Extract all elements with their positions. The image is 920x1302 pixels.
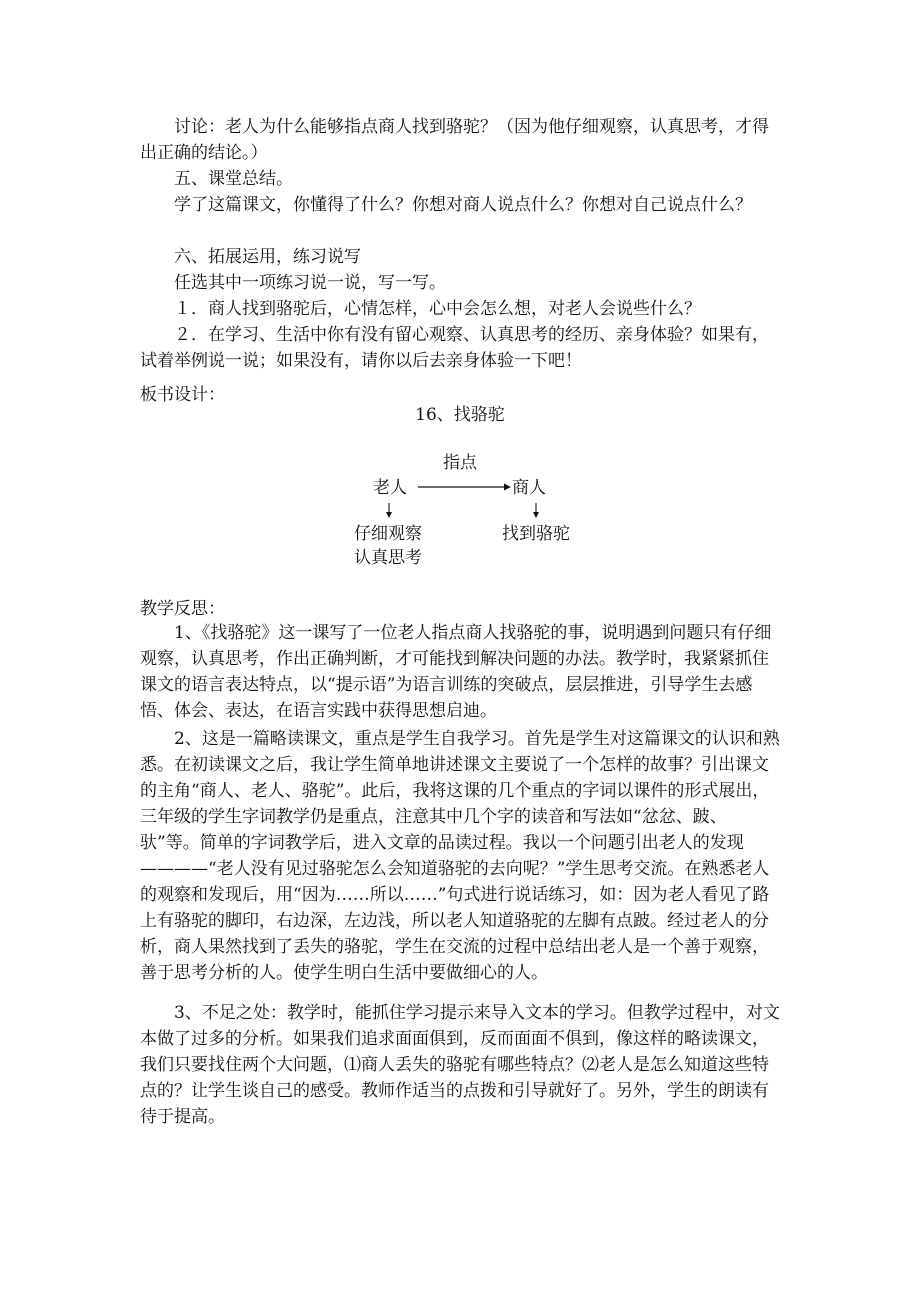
right-down-arrow-head <box>533 512 539 518</box>
board-left-bottom-2: 认真思考 <box>354 548 422 568</box>
board-right-node: 商人 <box>512 478 546 498</box>
practice-item-2: ２．在学习、生活中你有没有留心观察、认真思考的经历、亲身体验？如果有，试着举例说一说；如果没有，请你以后去亲身体验一下吧！ <box>140 325 769 371</box>
left-down-arrow-head <box>386 512 392 518</box>
reflection-paragraph-1: 1、《找骆驼》这一课写了一位老人指点商人找骆驼的事，说明遇到问题只有仔细观察，认真思考，作出正确判断，才可能找到解决问题的办法。教学时，我紧紧抓住课文的语言表达特点，以“提示语”为语言训练的突破点，层层推进，引导学生去感悟、体会、表达，在语言实践中获得思想启迪。 <box>140 623 772 721</box>
discussion-paragraph: 讨论：老人为什么能够指点商人找到骆驼？（因为他仔细观察，认真思考，才得出正确的结论。） <box>140 117 769 163</box>
reflection-paragraph-2: 2、这是一篇略读课文，重点是学生自我学习。首先是学生对这篇课文的认识和熟悉。在初读课文之后，我让学生简单地讲述课文主要说了一个怎样的故事？引出课文的主角“商人、老人、骆驼”。此后，我将这课的几个重点的字词以课件的形式展出，三年级的学生字词教学仍是重点，注意其中几个字的读音和写法如“忿忿、跛、驮”等。简单的字词教学后，进入文章的品读过程。我以一个问题引出老人的发现————“老人没有见过骆驼怎么会知道骆驼的去向呢？”学生思考交流。在熟悉老人的观察和发现后，用“因为……所以……”句式进行说话练习，如：因为老人看见了路上有骆驼的脚印，右边深，左边浅，所以老人知道骆驼的左脚有点跛。经过老人的分析，商人果然找到了丢失的骆驼，学生在交流的过程中总结出老人是一个善于观察，善于思考分析的人。使学生明白生活中要做细心的人。 <box>140 729 780 983</box>
practice-item-1: １．商人找到骆驼后，心情怎样，心中会怎么想，对老人会说些什么？ <box>174 299 701 319</box>
section-summary-heading: 五、课堂总结。 <box>174 169 293 189</box>
board-title: 16、找骆驼 <box>415 405 505 425</box>
reflection-paragraph-3: 3、不足之处：教学时，能抓住学习提示来导入文本的学习。但教学过程中，对文本做了过多的分析。如果我们追求面面俱到，反而面面不俱到，像这样的略读课文，我们只要找住两个大问题，⑴商人丢失的骆驼有哪些特点？⑵老人是怎么知道这些特点的？让学生谈自己的感受。教师作适当的点拨和引导就好了。另外，学生的朗读有待于提高。 <box>140 1003 780 1127</box>
board-design-heading: 板书设计： <box>140 385 225 405</box>
practice-instruction: 任选其中一项练习说一说，写一写。 <box>174 273 446 293</box>
board-left-bottom-1: 仔细观察 <box>354 524 422 544</box>
board-right-bottom: 找到骆驼 <box>502 524 570 544</box>
reflection-heading: 教学反思： <box>140 599 225 619</box>
section-practice-heading: 六、拓展运用，练习说写 <box>174 247 361 267</box>
board-top-label: 指点 <box>443 453 477 473</box>
summary-paragraph: 学了这篇课文，你懂得了什么？你想对商人说点什么？你想对自己说点什么？ <box>174 195 752 215</box>
horizontal-arrow-head <box>504 484 511 491</box>
board-left-node: 老人 <box>373 478 407 498</box>
